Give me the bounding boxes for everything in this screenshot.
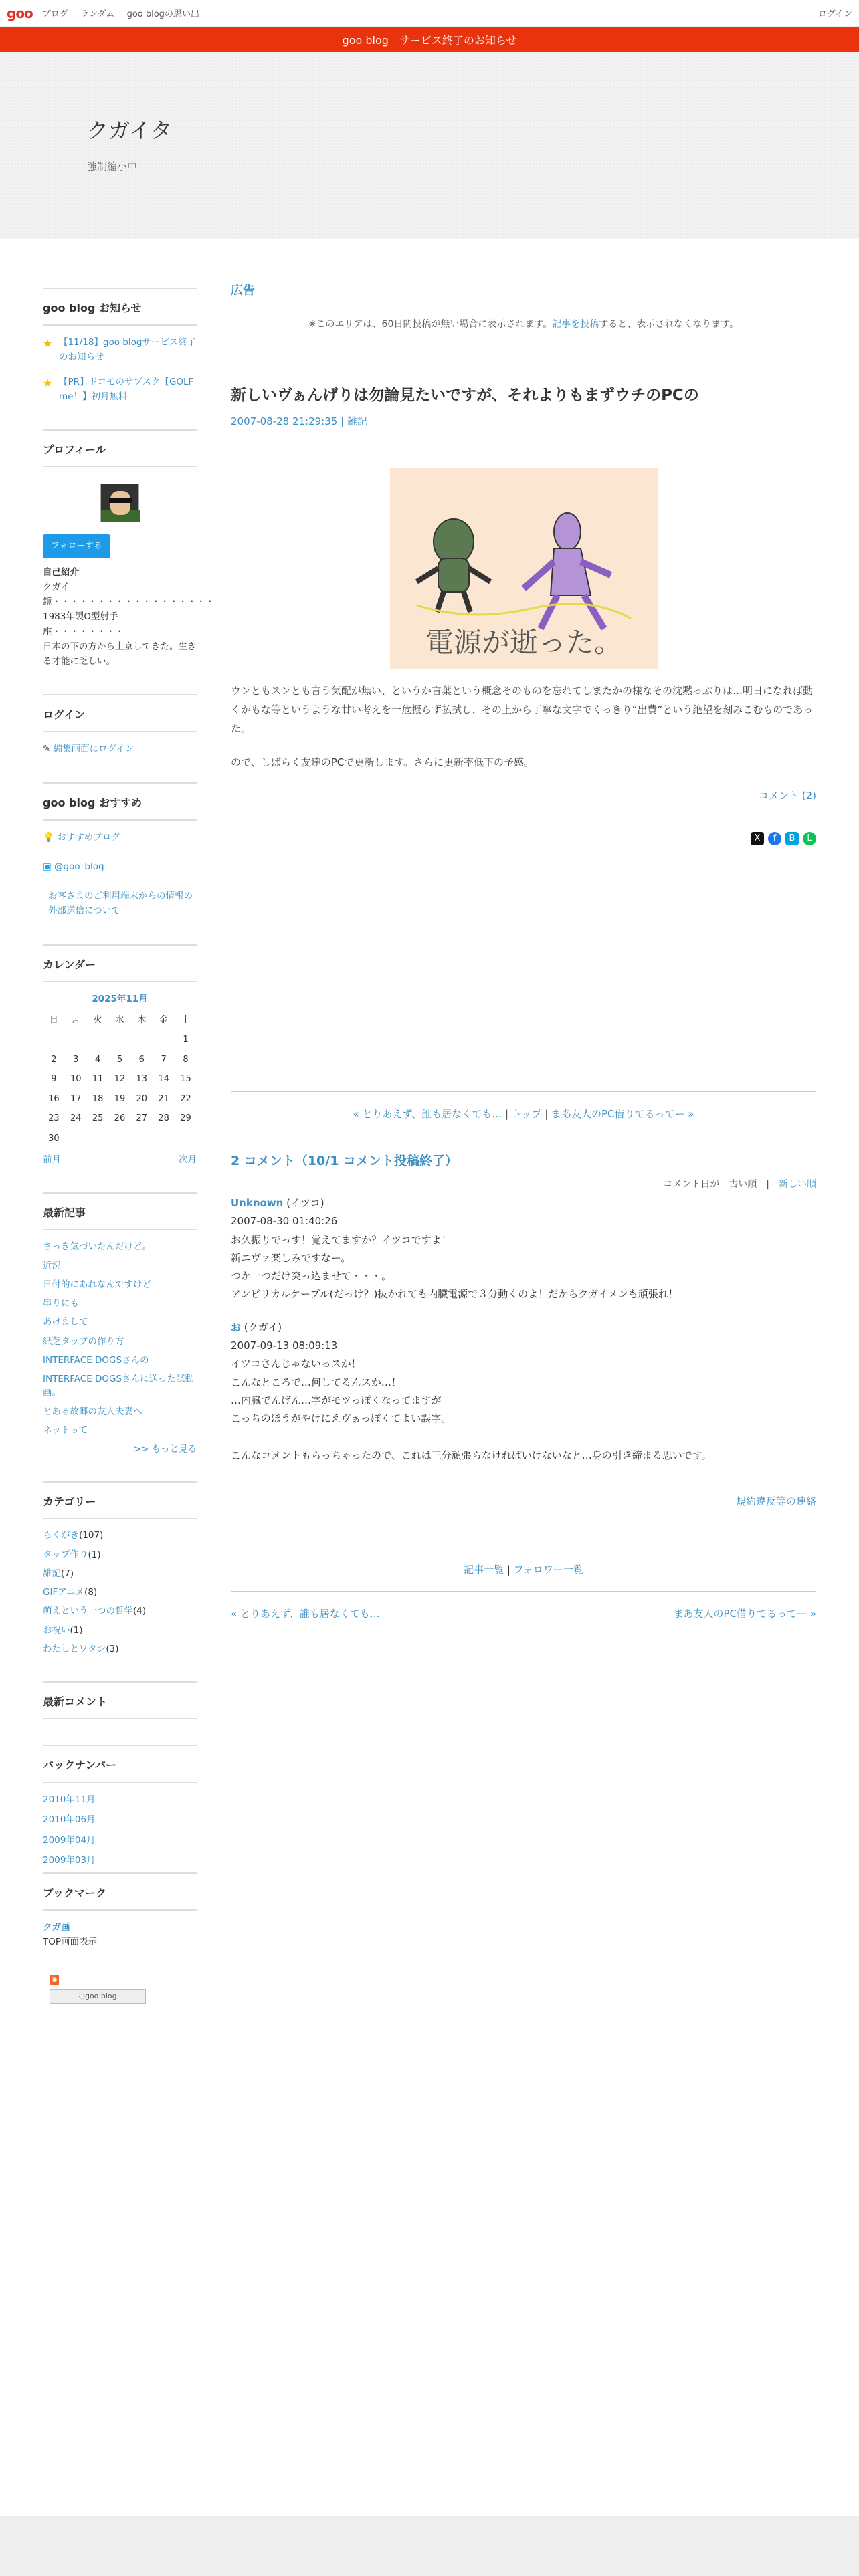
intro-text: クガイ 鏡・・・・・・・・・・・・・・・・・・ 1983年製O型射手座・・・・・・・・ 日本の下の方から上京してきた。生きる才能に乏しい。	[43, 581, 215, 667]
categories-title: カテゴリー	[43, 1483, 197, 1519]
category-link[interactable]: 萌えという一つの哲学	[43, 1606, 133, 1617]
rss-icon[interactable]: ◉	[50, 1975, 59, 1985]
pager-next-link[interactable]: まあ友人のPC借りてるってー »	[551, 1108, 694, 1120]
ad-note: ※このエリアは、60日間投稿が無い場合に表示されます。記事を投稿すると、表示されなくなります。	[308, 319, 739, 330]
blog-title[interactable]: クガイタ	[87, 118, 173, 143]
nav-memories-link[interactable]: goo blogの思い出	[126, 9, 199, 19]
pager-prev-link[interactable]: « とりあえず、誰も居なくても…	[353, 1108, 502, 1120]
comment-item	[231, 1194, 816, 1304]
blog-description: 強制縮小中	[87, 160, 138, 173]
x-share-icon[interactable]: X	[751, 832, 764, 845]
recent-post-link[interactable]: とある故郷の友人夫妻へ	[43, 1406, 142, 1417]
nav-blog-link[interactable]: ブログ	[41, 9, 68, 19]
news-link-1[interactable]: 【11/18】goo blogサービス終了のお知らせ	[59, 337, 197, 363]
sort-newest-link[interactable]: 新しい順	[779, 1179, 816, 1190]
twitter-icon: ▣	[43, 861, 55, 872]
footer	[0, 2516, 859, 2576]
category-count: (1)	[70, 1624, 83, 1636]
comment-handle: (クガイ)	[244, 1321, 282, 1333]
post-category-link[interactable]: 雑記	[347, 415, 367, 427]
post-illustration[interactable]	[390, 468, 658, 669]
recent-post-link[interactable]: INTERFACE DOGSさんの	[43, 1354, 149, 1366]
main-column	[231, 281, 816, 1620]
bookmark-box	[43, 1872, 197, 1950]
post-article-link[interactable]: 記事を投稿	[552, 319, 599, 330]
comment-text: お久振りでっす！覚えてますか？イツコですよ！ 新エヴァ楽しみですなー。 つか一つだけ突っ込ませて・・・。 アンビリカルケーブル(だっけ？)抜かれても内臓電源で３分動くのよ！だからクガイメンも頑張れ！	[231, 1233, 678, 1301]
category-link[interactable]: らくがき	[43, 1530, 79, 1541]
follow-button[interactable]: フォローする	[43, 534, 110, 558]
news-box	[43, 288, 197, 404]
news-item	[43, 335, 197, 365]
feed-area	[43, 1975, 197, 2004]
line-share-icon[interactable]: L	[803, 832, 816, 845]
recent-post-link[interactable]: 紙芝タッブの作り方	[43, 1335, 124, 1347]
external-transmission-link[interactable]: お客さまのご利用端末からの情報の外部送信について	[48, 891, 193, 917]
next-post-link[interactable]: まあ友人のPC借りてるってー »	[673, 1608, 816, 1620]
comment-count-link[interactable]: コメント (2)	[758, 790, 816, 802]
star-icon: ★	[43, 376, 53, 389]
calendar-next-link[interactable]: 次月	[179, 1154, 197, 1166]
login-link[interactable]: ログイン	[818, 9, 852, 19]
goo-blog-badge[interactable]: ◌goo blog	[50, 1989, 146, 2004]
share-buttons	[231, 832, 816, 845]
post-datetime: 2007-08-28 21:29:35	[231, 415, 338, 427]
recent-post-link[interactable]: 日付的にあれなんですけど	[43, 1279, 151, 1290]
latest-comments-box	[43, 1681, 197, 1719]
calendar-prev-link[interactable]: 前月	[43, 1154, 61, 1166]
profile-box	[43, 429, 215, 669]
backnumber-link[interactable]: 2010年06月	[43, 1814, 96, 1826]
news-title: goo blog お知らせ	[43, 289, 197, 326]
illustration-caption: 電源が逝った。	[425, 626, 622, 659]
report-violation-link[interactable]: 規約違反等の連絡	[735, 1495, 816, 1508]
calendar-box	[43, 944, 197, 1168]
bookmark-title: ブックマーク	[43, 1874, 197, 1911]
bookmark-desc: TOP画面表示	[43, 1937, 98, 1948]
ad-title: 広告	[231, 284, 255, 298]
goo-logo[interactable]: goo	[7, 5, 33, 21]
backnumber-title: バックナンバー	[43, 1746, 197, 1783]
nav-random-link[interactable]: ランダム	[80, 9, 115, 19]
facebook-share-icon[interactable]: f	[768, 832, 781, 845]
prev-post-link[interactable]: « とりあえず、誰も居なくても…	[231, 1608, 380, 1620]
intro-label: 自己紹介	[43, 566, 79, 578]
avatar[interactable]	[100, 484, 139, 522]
latest-comments-title: 最新コメント	[43, 1683, 197, 1719]
post-paragraph: ので、しばらく友達のPCで更新します。さらに更新率低下の予感。	[231, 756, 535, 769]
category-count: (107)	[79, 1530, 104, 1541]
calendar-title: カレンダー	[43, 946, 197, 982]
recent-post-link[interactable]: INTERFACE DOGSさんに送った試動画。	[43, 1374, 195, 1398]
login-box	[43, 694, 197, 756]
post-paragraph: ウンともスンとも言う気配が無い、というか言葉という概念そのものを忘れてしまたかの様なその沈黙っぷりは…明日になれば動くかもな等というような甘い考えを一危振らず払拭し、その上から丁寧な文字でくっきり“出費”という絶望を刻みこむものであった。	[231, 685, 814, 734]
post-meta: 2007-08-28 21:29:35 | 雑記	[231, 415, 367, 427]
recent-title: 最新記事	[43, 1194, 197, 1230]
calendar-table: 日 月 火 水 木 金 土 1 2 3 4 5 6 7 8 9 10 11 12 13 14 15 16 17 18 19 20 21 22 23 24 25 26 27 28 29 30	[48, 1014, 191, 1144]
category-count: (4)	[133, 1606, 147, 1617]
post-title[interactable]: 新しいヴぁんげりは勿論見たいですが、それよりもまずウチのPCの	[231, 387, 699, 404]
sidebar	[43, 288, 215, 2004]
comment-date: 2007-08-30 01:40:26	[231, 1215, 338, 1228]
top-nav	[42, 7, 209, 19]
login-title: ログイン	[43, 695, 197, 732]
service-end-notice-bar	[0, 27, 859, 52]
comment-author[interactable]: お	[231, 1321, 242, 1333]
sort-oldest[interactable]: 古い順	[729, 1179, 757, 1190]
recommend-box	[43, 782, 197, 919]
comment-handle: (イツコ)	[286, 1197, 324, 1209]
follower-list-link[interactable]: フォロワー一覧	[513, 1564, 583, 1576]
category-count: (3)	[106, 1643, 119, 1654]
post-body	[231, 682, 816, 772]
recent-post-link[interactable]: ネットって	[43, 1424, 88, 1436]
comments-header	[231, 1151, 816, 1169]
illustration-drawing	[390, 468, 658, 669]
recommend-blog-link[interactable]: おすすめブログ	[57, 831, 120, 843]
lightbulb-icon: 💡	[43, 831, 58, 843]
top-navigation-bar	[0, 0, 859, 27]
backnumber-link[interactable]: 2010年11月	[43, 1794, 96, 1806]
article-list-link[interactable]: 記事一覧	[464, 1564, 504, 1576]
profile-title: プロフィール	[43, 431, 197, 467]
recent-post-link[interactable]: 串りにも	[43, 1298, 79, 1309]
hatena-share-icon[interactable]: B	[785, 832, 799, 845]
category-link[interactable]: タップ作り	[43, 1549, 88, 1560]
recent-post-link[interactable]: あけまして	[43, 1317, 88, 1328]
recent-post-link[interactable]: さっき気づいたんだけど。	[43, 1241, 151, 1253]
category-link[interactable]: 雑記	[43, 1568, 61, 1579]
star-icon: ★	[43, 337, 53, 350]
news-item	[43, 374, 197, 405]
edit-login-link[interactable]: 編集画面にログイン	[53, 744, 134, 755]
category-count: (7)	[61, 1568, 74, 1579]
service-end-notice-link[interactable]: goo blog サービス終了のお知らせ	[342, 33, 517, 47]
calendar-month: 2025年11月	[92, 993, 148, 1004]
prev-next-nav	[231, 1592, 816, 1620]
recent-posts-box	[43, 1192, 197, 1456]
news-link-2[interactable]: 【PR】ドコモのサブスク【GOLF me！】初月無料	[59, 376, 194, 402]
categories-box	[43, 1481, 197, 1656]
backnumber-link[interactable]: 2009年03月	[43, 1854, 96, 1866]
backnumber-box	[43, 1745, 197, 1866]
recent-post-link[interactable]: 近況	[43, 1260, 61, 1271]
bookmark-link[interactable]: クガ画	[43, 1922, 70, 1933]
recommend-title: goo blog おすすめ	[43, 784, 197, 821]
category-count: (8)	[84, 1587, 98, 1598]
post-pager: « とりあえず、誰も居なくても… | トップ | まあ友人のPC借りてるってー »	[231, 1091, 816, 1136]
pager-top-link[interactable]: トップ	[511, 1108, 542, 1120]
category-count: (1)	[88, 1549, 101, 1560]
goo-blog-twitter-link[interactable]: @goo_blog	[54, 861, 104, 872]
category-link[interactable]: GIFアニメ	[43, 1587, 85, 1598]
category-link[interactable]: わたしとワタシ	[43, 1643, 106, 1654]
more-posts-link[interactable]: >> もっと見る	[133, 1444, 197, 1455]
blog-header	[0, 52, 859, 239]
comment-author[interactable]: Unknown	[231, 1197, 284, 1209]
comment-date: 2007-09-13 08:09:13	[231, 1339, 338, 1352]
comments-title: 2 コメント（10/1 コメント投稿終了）	[231, 1154, 458, 1168]
bottom-nav: 記事一覧 | フォロワー一覧	[231, 1547, 816, 1592]
category-link[interactable]: お祝い	[43, 1624, 70, 1636]
comment-item	[231, 1319, 816, 1465]
comment-sort: コメント日が 古い順 | 新しい順	[663, 1179, 816, 1190]
pencil-icon: ✎	[43, 744, 54, 755]
backnumber-link[interactable]: 2009年04月	[43, 1834, 96, 1846]
backnumber-list[interactable]	[43, 1783, 197, 1866]
comment-text: イツコさんじゃないっスか！ こんなところで…何してるんスか…！ …内臓でんげん…字がモツっぽくなってますが こっちのほうがやけにえヴぁっぽくてよい誤字。 こんなコメントもらっちゃったので、これは三分頑張らなければいけないなと…身の引き締まる思いです。	[231, 1358, 712, 1461]
